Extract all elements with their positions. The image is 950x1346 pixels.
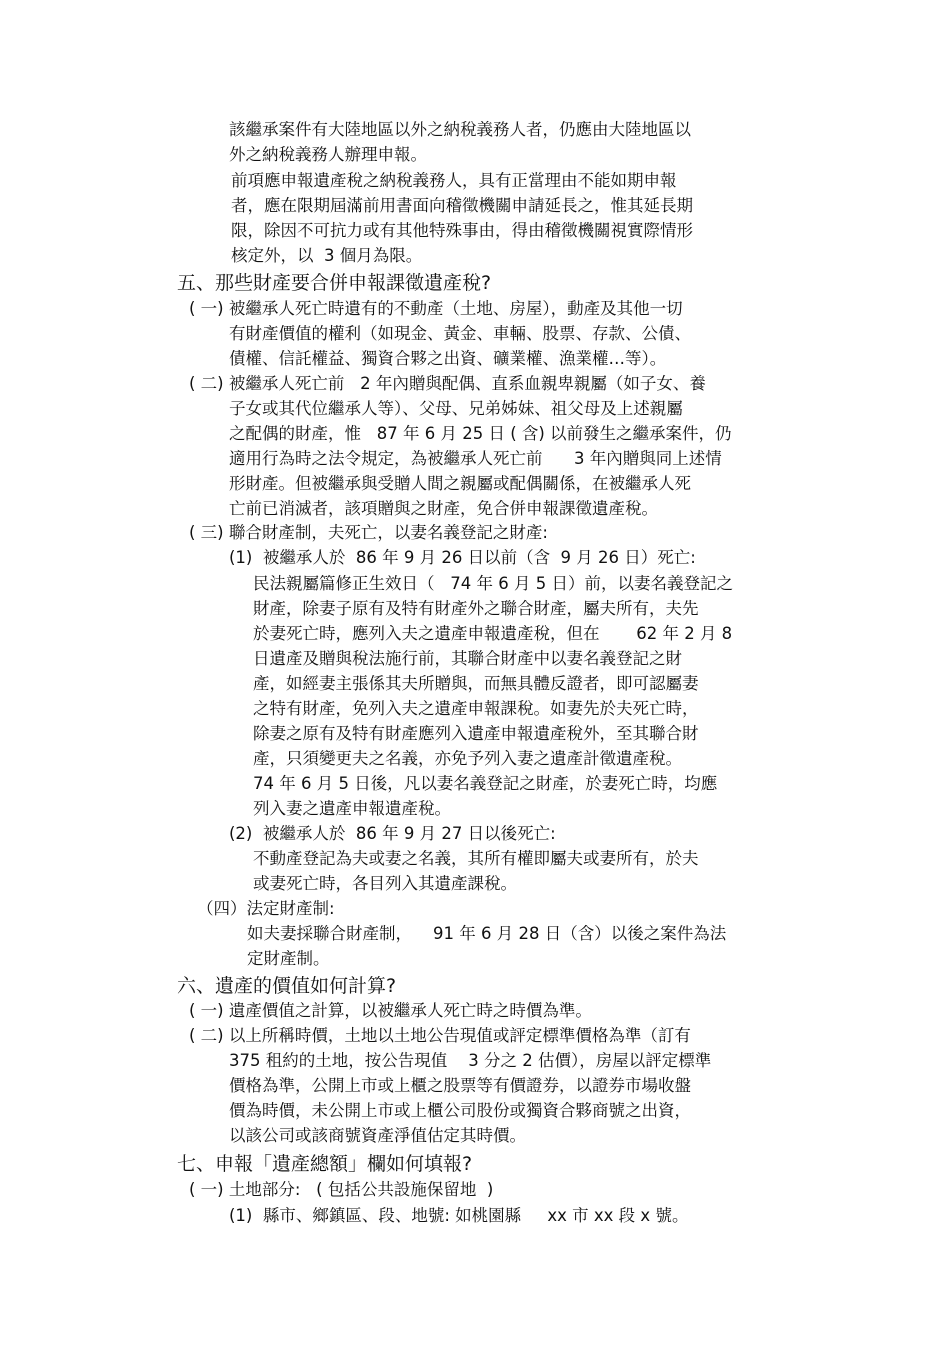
paragraph-line: 債權、信託權益、獨資合夥之出資、礦業權、漁業權…等）。 <box>229 349 667 368</box>
paragraph-line: 民法親屬篇修正生效日（ 74 年 6 月 5 日）前，以妻名義登記之 <box>253 574 733 593</box>
paragraph-line: 除妻之原有及特有財產應列入遺產申報遺產稅外，至其聯合財 <box>253 724 699 743</box>
sub-list-item: (1) 縣市、鄉鎮區、段、地號: 如桃園縣 xx 市 xx 段 x 號。 <box>229 1206 689 1225</box>
paragraph-line: 以該公司或該商號資產淨值估定其時價。 <box>229 1126 526 1145</box>
paragraph-line: 產，如經妻主張係其夫所贈與，而無具體反證者，即可認屬妻 <box>253 674 699 693</box>
paragraph-line: 產，只須變更夫之名義，亦免予列入妻之遺產計徵遺產稅。 <box>253 749 682 768</box>
list-item: （四）法定財產制: <box>197 899 335 918</box>
paragraph-line: 亡前已消滅者，該項贈與之財產，免合併申報課徵遺產稅。 <box>229 499 658 518</box>
paragraph-line: 74 年 6 月 5 日後，凡以妻名義登記之財產，於妻死亡時，均應 <box>253 774 718 793</box>
paragraph-line: 如夫妻採聯合財產制， 91 年 6 月 28 日（含）以後之案件為法 <box>247 924 727 943</box>
list-item: ( 二) 被繼承人死亡前 2 年內贈與配偶、直系血親卑親屬（如子女、養 <box>189 374 706 393</box>
sub-list-item: (2) 被繼承人於 86 年 9 月 27 日以後死亡: <box>229 824 556 843</box>
paragraph-line: 子女或其代位繼承人等）、父母、兄弟姊妹、祖父母及上述親屬 <box>229 399 683 418</box>
paragraph-line: 前項應申報遺產稅之納稅義務人，具有正當理由不能如期申報 <box>231 171 677 190</box>
paragraph-line: 有財產價值的權利（如現金、黃金、車輛、股票、存款、公債、 <box>229 324 691 343</box>
paragraph-line: 不動產登記為夫或妻之名義，其所有權即屬夫或妻所有，於夫 <box>253 849 699 868</box>
paragraph-line: 之特有財產，免列入夫之遺產申報課稅。如妻先於夫死亡時， <box>253 699 699 718</box>
section-heading-7: 七、申報「遺產總額」欄如何填報? <box>177 1153 473 1175</box>
paragraph-line: 日遺產及贈與稅法施行前，其聯合財產中以妻名義登記之財 <box>253 649 682 668</box>
paragraph-line: 於妻死亡時，應列入夫之遺產申報遺產稅，但在 62 年 2 月 8 <box>253 624 733 643</box>
paragraph-line: 列入妻之遺產申報遺產稅。 <box>253 799 451 818</box>
paragraph-line: 者，應在限期屆滿前用書面向稽徵機關申請延長之，惟其延長期 <box>231 196 693 215</box>
paragraph-line: 適用行為時之法令規定，為被繼承人死亡前 3 年內贈與同上述情 <box>229 449 722 468</box>
paragraph-line: 之配偶的財產，惟 87 年 6 月 25 日 ( 含) 以前發生之繼承案件，仍 <box>229 424 732 443</box>
list-item: ( 一) 土地部分: ( 包括公共設施保留地 ) <box>189 1180 494 1199</box>
paragraph-line: 價為時價，未公開上市或上櫃公司股份或獨資合夥商號之出資， <box>229 1101 691 1120</box>
paragraph-line: 外之納稅義務人辦理申報。 <box>229 145 427 164</box>
paragraph-line: 定財產制。 <box>247 949 330 968</box>
list-item: ( 一) 遺產價值之計算，以被繼承人死亡時之時價為準。 <box>189 1001 592 1020</box>
paragraph-line: 形財產。但被繼承與受贈人間之親屬或配偶關係，在被繼承人死 <box>229 474 691 493</box>
paragraph-line: 或妻死亡時，各目列入其遺產課稅。 <box>253 874 517 893</box>
list-item: ( 三) 聯合財產制，夫死亡，以妻名義登記之財產: <box>189 523 548 542</box>
paragraph-line: 價格為準，公開上市或上櫃之股票等有價證券，以證券市場收盤 <box>229 1076 691 1095</box>
paragraph-line: 該繼承案件有大陸地區以外之納稅義務人者，仍應由大陸地區以 <box>229 120 691 139</box>
sub-list-item: (1) 被繼承人於 86 年 9 月 26 日以前（含 9 月 26 日）死亡: <box>229 548 696 567</box>
section-heading-6: 六、遺產的價值如何計算? <box>177 975 397 997</box>
paragraph-line: 限，除因不可抗力或有其他特殊事由，得由稽徵機關視實際情形 <box>231 221 693 240</box>
paragraph-line: 375 租約的土地，按公告現值 3 分之 2 估價），房屋以評定標準 <box>229 1051 712 1070</box>
paragraph-line: 財產，除妻子原有及特有財產外之聯合財產，屬夫所有，夫先 <box>253 599 699 618</box>
list-item: ( 二) 以上所稱時價，土地以土地公告現值或評定標準價格為準（訂有 <box>189 1026 691 1045</box>
section-heading-5: 五、那些財產要合併申報課徵遺產稅? <box>177 272 492 294</box>
paragraph-line: 核定外，以 3 個月為限。 <box>231 246 423 265</box>
list-item: ( 一) 被繼承人死亡時遺有的不動產（土地、房屋），動產及其他一切 <box>189 299 683 318</box>
